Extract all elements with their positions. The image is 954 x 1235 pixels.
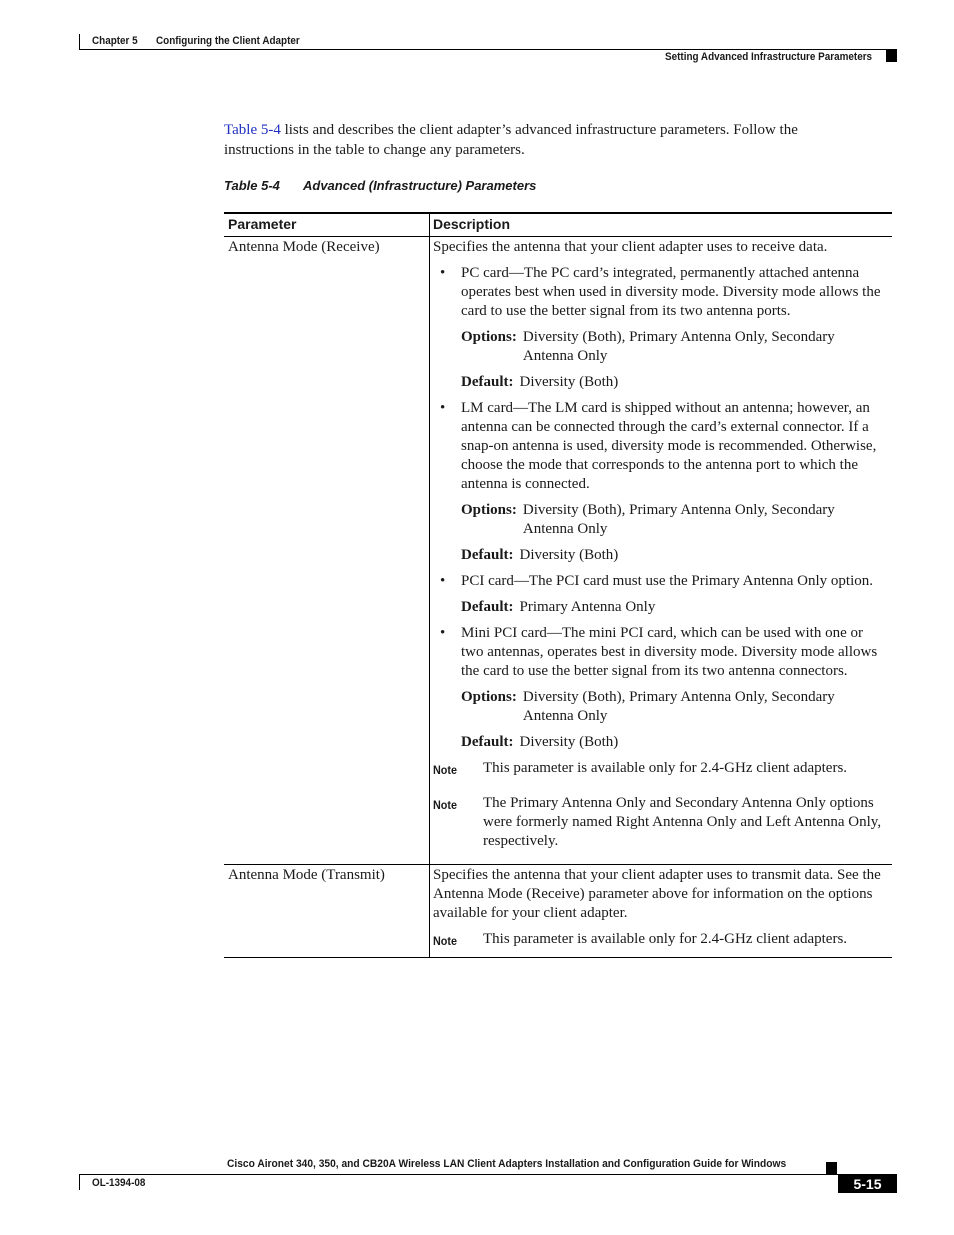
- parameter-description: [430, 865, 893, 958]
- options-value: Diversity (Both), Primary Antenna Only, Secondary Antenna Only: [522, 689, 835, 724]
- default-value: Diversity (Both): [519, 374, 619, 390]
- default-line: [461, 373, 886, 392]
- intro-paragraph: [224, 121, 864, 160]
- note-label: Note: [433, 934, 458, 948]
- default-label: Default:: [461, 374, 514, 390]
- page-number: 5-15: [838, 1175, 897, 1193]
- footer-doc-number: OL-1394-08: [92, 1177, 146, 1189]
- bullet-text: Mini PCI card—The mini PCI card, which can be used with one or two antennas, operates best in diversity mode. Diversity mode allows the card to use the better signal from its two antenna connectors.: [461, 625, 878, 679]
- default-line: [461, 733, 886, 752]
- note-text: The Primary Antenna Only and Secondary Antenna Only options were formerly named Right Antenna Only and Left Antenna Only, respectively.: [483, 795, 882, 849]
- bullet-dot: •: [440, 625, 446, 641]
- options-label: Options:: [461, 689, 517, 705]
- bullet-text: PC card—The PC card’s integrated, permanently attached antenna operates best when used in diversity mode. Diversity mode allows the card to use the better signal from its two antenna ports.: [461, 265, 881, 319]
- bullet-dot: •: [440, 400, 446, 416]
- bullet-text: LM card—The LM card is shipped without an antenna; however, an antenna can be connected through the card’s external connector. If a snap-on antenna is used, diversity mode is recommended. Otherwise, choose the mode that corresponds to the antenna port to which the antenna is connected.: [461, 400, 877, 492]
- header-rule-vertical: [79, 34, 80, 50]
- table-row: [224, 237, 892, 865]
- intro-text: lists and describes the client adapter’s advanced infrastructure parameters. Follow the instructions in the table to change any parameters.: [224, 122, 798, 158]
- table-caption-title: Advanced (Infrastructure) Parameters: [303, 178, 537, 193]
- column-header-description: Description: [430, 213, 893, 237]
- bullet-dot: •: [440, 573, 446, 589]
- default-line: [461, 546, 886, 565]
- bullet-item: [433, 624, 886, 681]
- options-label: Options:: [461, 329, 517, 345]
- footer-marker-block: [826, 1162, 837, 1174]
- footer-rule: [79, 1174, 897, 1175]
- note-label: Note: [433, 763, 458, 777]
- note: [433, 930, 886, 951]
- column-header-parameter: Parameter: [224, 213, 430, 237]
- bullet-dot: •: [440, 265, 446, 281]
- default-value: Primary Antenna Only: [519, 599, 656, 615]
- note: [433, 794, 886, 851]
- default-label: Default:: [461, 547, 514, 563]
- parameter-description: [430, 237, 893, 865]
- options-line: [461, 688, 886, 726]
- description-intro: Specifies the antenna that your client adapter uses to transmit data. See the Antenna Mode (Receive) parameter above for information on the options available for your client adapter.: [433, 867, 881, 921]
- parameter-name: Antenna Mode (Receive): [224, 237, 430, 865]
- options-label: Options:: [461, 502, 517, 518]
- header-chapter: Chapter 5: [92, 35, 138, 47]
- bullet-item: [433, 264, 886, 321]
- note-text: This parameter is available only for 2.4-GHz client adapters.: [483, 760, 848, 776]
- table-caption: [224, 178, 537, 193]
- note: [433, 759, 886, 780]
- parameters-table: [224, 212, 892, 958]
- default-value: Diversity (Both): [519, 547, 619, 563]
- default-value: Diversity (Both): [519, 734, 619, 750]
- header-section-title: Setting Advanced Infrastructure Parameters: [664, 51, 872, 63]
- note-label: Note: [433, 798, 458, 812]
- bullet-item: [433, 399, 886, 494]
- header-rule: [79, 49, 897, 50]
- bullet-item: [433, 572, 886, 591]
- description-intro: Specifies the antenna that your client adapter uses to receive data.: [433, 239, 828, 255]
- default-label: Default:: [461, 599, 514, 615]
- footer-book-title: Cisco Aironet 340, 350, and CB20A Wireless LAN Client Adapters Installation and Configuration Guide for Windows: [227, 1158, 787, 1170]
- header-marker-block: [886, 50, 897, 62]
- table-header-row: [224, 213, 892, 237]
- options-value: Diversity (Both), Primary Antenna Only, Secondary Antenna Only: [522, 502, 835, 537]
- options-value: Diversity (Both), Primary Antenna Only, Secondary Antenna Only: [522, 329, 835, 364]
- table-row: [224, 865, 892, 958]
- parameter-name: Antenna Mode (Transmit): [224, 865, 430, 958]
- default-line: [461, 598, 886, 617]
- note-text: This parameter is available only for 2.4-GHz client adapters.: [483, 931, 848, 947]
- options-line: [461, 501, 886, 539]
- footer-rule-vertical: [79, 1174, 80, 1190]
- table-link[interactable]: Table 5-4: [224, 122, 281, 138]
- header-chapter-title: Configuring the Client Adapter: [156, 35, 300, 47]
- bullet-text: PCI card—The PCI card must use the Primary Antenna Only option.: [461, 573, 874, 589]
- default-label: Default:: [461, 734, 514, 750]
- options-line: [461, 328, 886, 366]
- table-caption-number: Table 5-4: [224, 178, 280, 193]
